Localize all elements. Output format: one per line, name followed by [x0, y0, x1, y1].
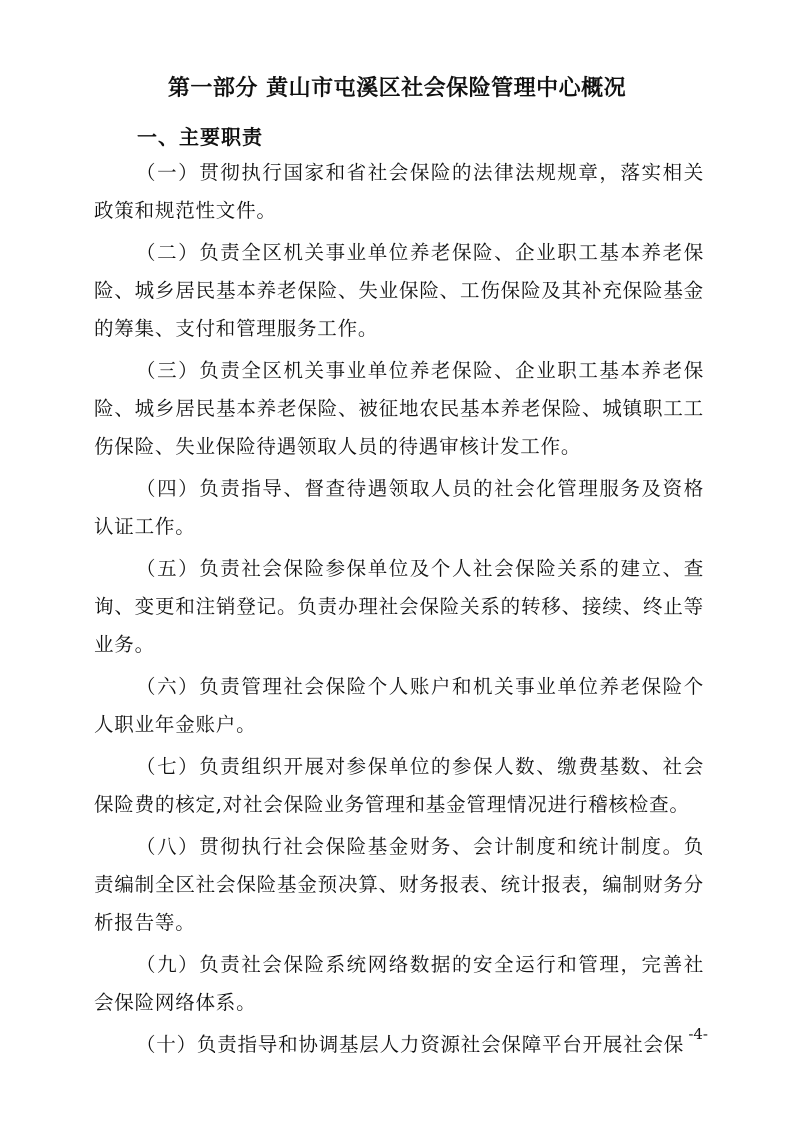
- paragraph-5: （五）负责社会保险参保单位及个人社会保险关系的建立、查询、变更和注销登记。负责办理社会保险关系的转移、接续、终止等业务。: [94, 557, 704, 656]
- page-number: -4-: [688, 1025, 708, 1043]
- page-title: 第一部分 黄山市屯溪区社会保险管理中心概况: [167, 76, 627, 101]
- section-heading: 一、主要职责: [137, 125, 263, 149]
- paragraph-6: （六）负责管理社会保险个人账户和机关事业单位养老保险个人职业年金账户。: [94, 675, 704, 736]
- paragraph-8: （八）贯彻执行社会保险基金财务、会计制度和统计制度。负责编制全区社会保险基金预决算、财务报表、统计报表，编制财务分析报告等。: [94, 835, 704, 934]
- body-content: [94, 154, 704, 1068]
- paragraph-2: （二）负责全区机关事业单位养老保险、企业职工基本养老保险、城乡居民基本养老保险、失业保险、工伤保险及其补充保险基金的筹集、支付和管理服务工作。: [94, 241, 704, 340]
- paragraph-7: （七）负责组织开展对参保单位的参保人数、缴费基数、社会保险费的核定,对社会保险业务管理和基金管理情况进行稽核检查。: [94, 755, 704, 816]
- paragraph-10: （十）负责指导和协调基层人力资源社会保障平台开展社会保: [136, 1033, 685, 1056]
- paragraph-4: （四）负责指导、督查待遇领取人员的社会化管理服务及资格认证工作。: [94, 477, 704, 538]
- paragraph-1: （一）贯彻执行国家和省社会保险的法律法规规章，落实相关政策和规范性文件。: [94, 161, 704, 222]
- paragraph-9: （九）负责社会保险系统网络数据的安全运行和管理，完善社会保险网络体系。: [94, 953, 704, 1014]
- paragraph-3: （三）负责全区机关事业单位养老保险、企业职工基本养老保险、城乡居民基本养老保险、被征地农民基本养老保险、城镇职工工伤保险、失业保险待遇领取人员的待遇审核计发工作。: [94, 359, 704, 458]
